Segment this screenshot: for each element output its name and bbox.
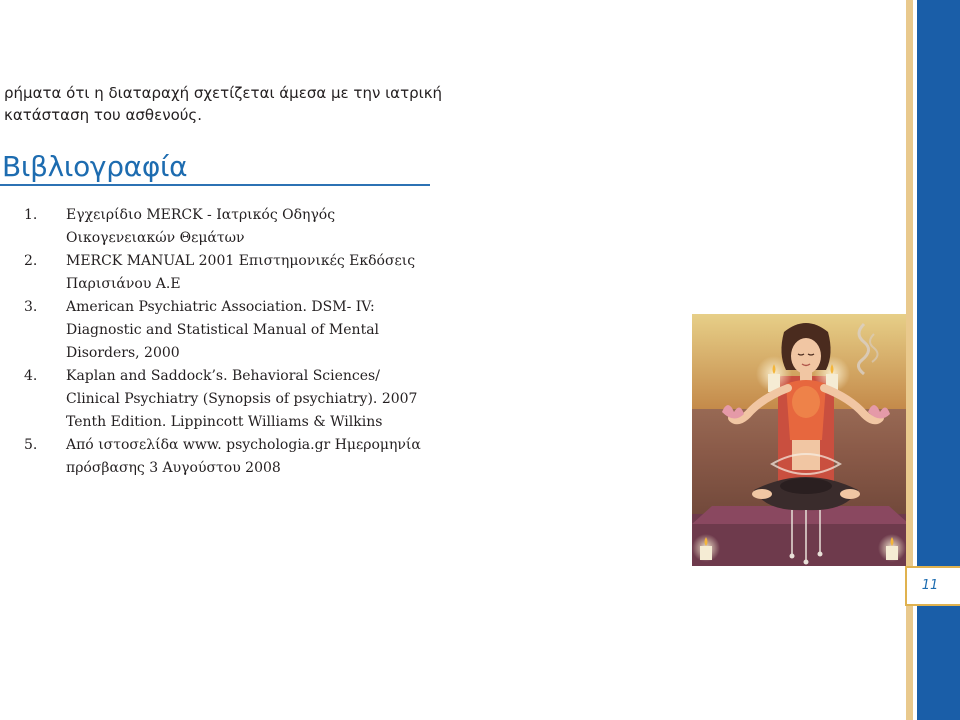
bibliography-heading: Βιβλιογραφία (2, 150, 188, 183)
reference-number: 3. (24, 299, 38, 315)
page-number-tab (905, 566, 960, 606)
reference-list (24, 204, 434, 480)
reference-item (24, 296, 434, 365)
intro-paragraph: ρήματα ότι η διαταραχή σχετίζεται άμεσα με την ιατρική κατάσταση του ασθενούς. (4, 84, 443, 124)
reference-text: Από ιστοσελίδα www. psychologia.gr Ημερομηνία πρόσβασης 3 Αυγούστου 2008 (66, 437, 421, 476)
reference-text: MERCK MANUAL 2001 Επιστημονικές Εκδόσεις Παρισιάνου Α.Ε (66, 253, 416, 292)
page-number: 11 (921, 578, 939, 593)
reference-text: American Psychiatric Association. DSM- IV: Diagnostic and Statistical Manual of Mental Disorders, 2000 (66, 299, 380, 361)
reference-item (24, 365, 434, 434)
reference-item (24, 204, 434, 250)
reference-text: Εγχειρίδιο MERCK - Ιατρικός Οδηγός Οικογενειακών Θεμάτων (66, 207, 336, 246)
heading-underline (0, 184, 430, 186)
reference-number: 1. (24, 207, 38, 223)
reference-item (24, 250, 434, 296)
reference-item (24, 434, 434, 480)
sidebar-stripe-gold (906, 0, 913, 720)
reference-number: 5. (24, 437, 38, 453)
sidebar-stripe-blue (917, 0, 960, 720)
meditation-illustration (692, 314, 909, 566)
reference-text: Kaplan and Saddock’s. Behavioral Sciences/ Clinical Psychiatry (Synopsis of psychiatry). 2007 Tenth Edition. Lippincott Williams & Wilkins (66, 368, 418, 430)
reference-number: 2. (24, 253, 38, 269)
reference-number: 4. (24, 368, 38, 384)
